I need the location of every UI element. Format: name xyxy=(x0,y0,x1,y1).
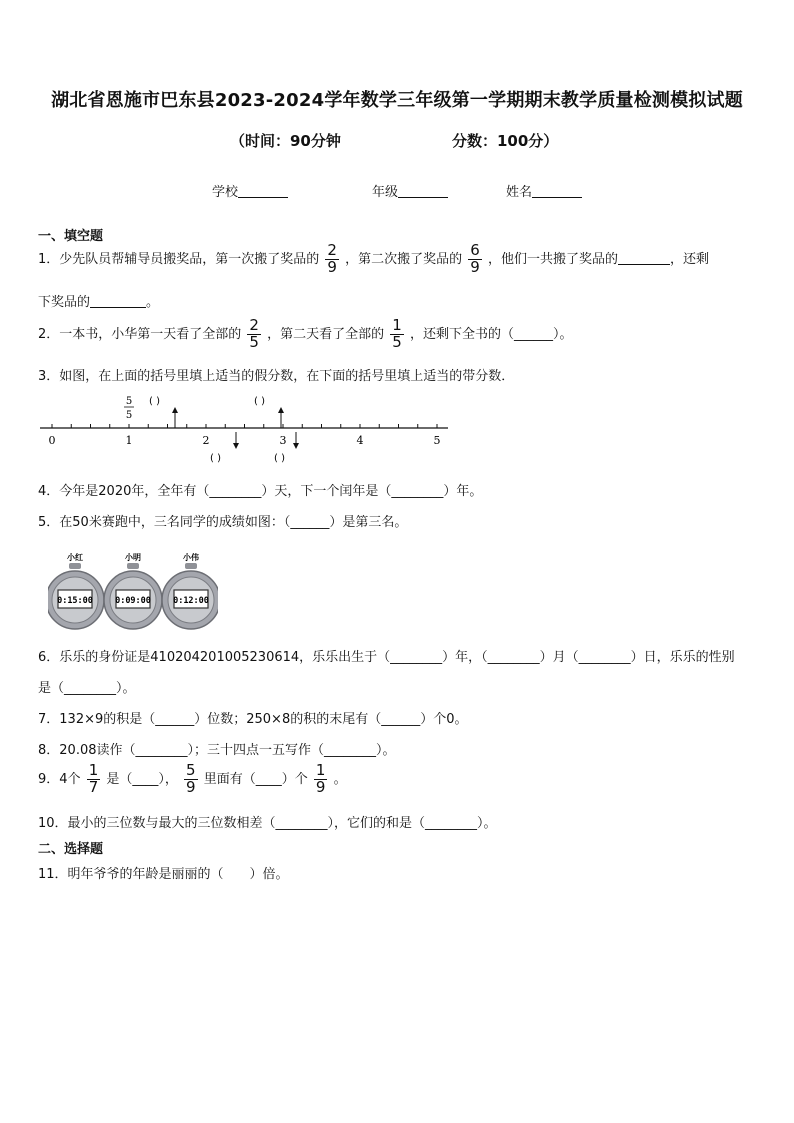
example-fraction-denominator: 5 xyxy=(125,410,133,421)
fraction: $\frac{2}{9}$ xyxy=(327,241,337,276)
section-multiple-choice: 二、选择题 xyxy=(38,842,104,857)
number-line-tick-labels xyxy=(49,434,441,447)
number-line-figure xyxy=(38,392,458,466)
down-arrow-2-head xyxy=(293,443,299,449)
up-arrow-1-head xyxy=(172,407,178,413)
stopwatch xyxy=(104,552,162,629)
stopwatch-time: 0:15:00 xyxy=(57,596,93,606)
question-7: 7．132×9的积是（______）位数；250×8的积的末尾有（______）个0。 xyxy=(38,712,468,727)
grade-label: 年级 xyxy=(372,185,399,200)
answer-blank[interactable] xyxy=(618,250,670,265)
section-fill-blank: 一、填空题 xyxy=(38,229,104,244)
number-line-ticks xyxy=(52,424,437,428)
question-2: 2．一本书，小华第一天看了全部的 $\frac{2}{5}$ ，第二天看了全部的 $\frac{1}{5}$ ，还剩下全书的（______）。 xyxy=(38,316,573,351)
grade-blank[interactable] xyxy=(398,183,448,198)
stopwatch-time: 0:09:00 xyxy=(115,596,151,606)
tick-label: 4 xyxy=(356,434,364,447)
tick-label: 1 xyxy=(125,434,133,447)
question-6-cont: 是（________）。 xyxy=(38,681,136,696)
question-4: 4．今年是2020年，全年有（________）天，下一个闰年是（________）年。 xyxy=(38,484,483,499)
school-blank[interactable] xyxy=(238,183,288,198)
score-info: 分数：100分） xyxy=(452,132,559,150)
name-blank[interactable] xyxy=(532,183,582,198)
stopwatch-crown xyxy=(69,563,81,569)
question-10: 10．最小的三位数与最大的三位数相差（________），它们的和是（________）。 xyxy=(38,816,497,831)
question-11: 11．明年爷爷的年龄是丽丽的（ ）倍。 xyxy=(38,867,289,882)
fraction: $\frac{5}{9}$ xyxy=(186,761,196,796)
stopwatch-name: 小明 xyxy=(125,553,141,562)
grade-field[interactable] xyxy=(372,181,448,200)
stopwatch xyxy=(162,552,218,629)
fraction: $\frac{1}{7}$ xyxy=(88,761,99,796)
bottom-answer-paren-2[interactable]: ( ) xyxy=(274,453,285,464)
stopwatch-crown xyxy=(185,563,197,569)
top-answer-paren-2[interactable]: ( ) xyxy=(254,396,265,407)
page-title: 湖北省恩施市巴东县2023-2024学年数学三年级第一学期期末教学质量检测模拟试题 xyxy=(51,90,743,111)
tick-label: 2 xyxy=(202,434,210,447)
answer-blank[interactable] xyxy=(90,293,146,308)
question-8: 8．20.08读作（________）；三十四点一五写作（________）。 xyxy=(38,743,396,758)
fraction: $\frac{1}{9}$ xyxy=(315,761,326,796)
example-fraction-numerator: 5 xyxy=(125,396,133,407)
stopwatch-name: 小红 xyxy=(67,553,83,562)
question-1-cont: 下奖品的 。 xyxy=(38,295,160,310)
up-arrow-2-head xyxy=(278,407,284,413)
down-arrow-1-head xyxy=(233,443,239,449)
tick-label: 0 xyxy=(48,434,56,447)
tick-label: 3 xyxy=(279,434,287,447)
question-3: 3．如图，在上面的括号里填上适当的假分数，在下面的括号里填上适当的带分数． xyxy=(38,369,515,384)
stopwatch-crown xyxy=(127,563,139,569)
question-9: 9．4个 $\frac{1}{7}$ 是（____）， $\frac{5}{9}$ 里面有（____）个 $\frac{1}{9}$ 。 xyxy=(38,761,347,796)
question-6: 6．乐乐的身份证是410204201005230614，乐乐出生于（________）年，（________）月（________）日，乐乐的性别 xyxy=(38,650,735,665)
school-label: 学校 xyxy=(212,185,239,200)
fraction: $\frac{1}{5}$ xyxy=(392,316,402,351)
stopwatch xyxy=(48,552,104,629)
fraction: $\frac{2}{5}$ xyxy=(249,316,259,351)
fraction: $\frac{6}{9}$ xyxy=(470,241,480,276)
tick-label: 5 xyxy=(433,434,441,447)
name-label: 姓名 xyxy=(506,185,533,200)
stopwatch-time: 0:12:00 xyxy=(173,596,209,606)
stopwatch-figure xyxy=(48,550,218,636)
school-field[interactable] xyxy=(212,181,288,200)
bottom-answer-paren-1[interactable]: ( ) xyxy=(210,453,221,464)
stopwatch-name: 小伟 xyxy=(183,553,199,562)
question-1: 1．少先队员帮辅导员搬奖品，第一次搬了奖品的 $\frac{2}{9}$ ，第二次搬了奖品的 $\frac{6}{9}$ ，他们一共搬了奖品的 ，还剩 xyxy=(38,241,709,276)
name-field[interactable] xyxy=(506,181,582,200)
top-answer-paren-1[interactable]: ( ) xyxy=(149,396,160,407)
question-5: 5．在50米赛跑中，三名同学的成绩如图：（______）是第三名。 xyxy=(38,515,408,530)
time-info: （时间：90分钟 xyxy=(230,132,341,150)
